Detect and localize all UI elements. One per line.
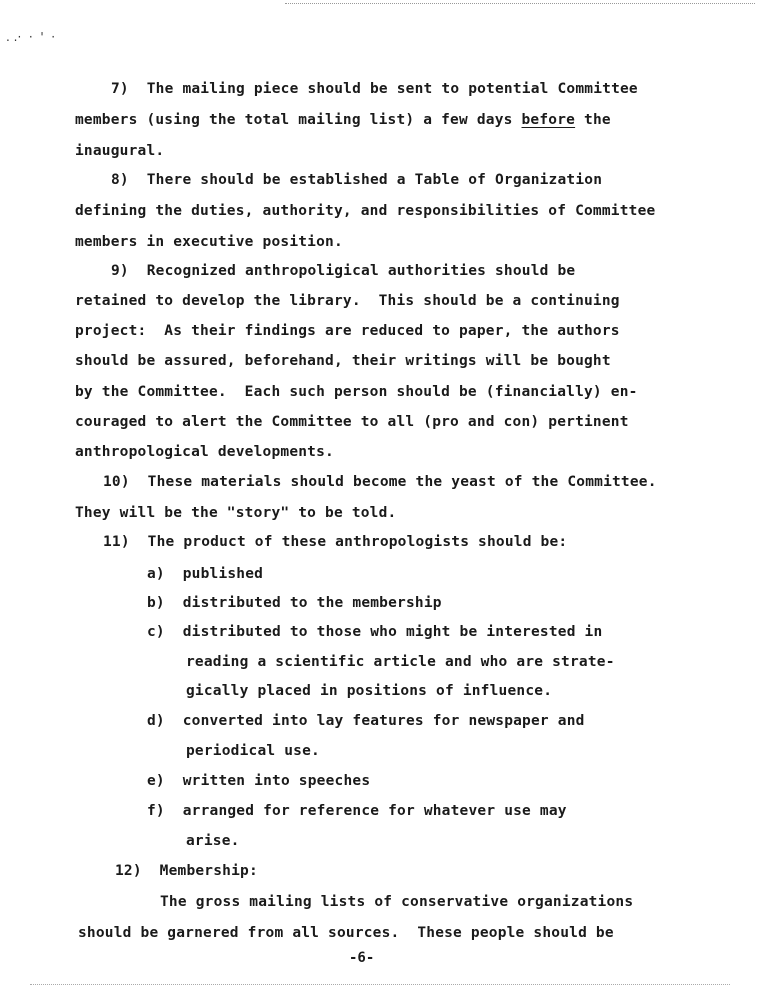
- text-line: anthropological developments.: [75, 444, 334, 460]
- text-line: gically placed in positions of influence.: [186, 683, 553, 699]
- scan-specks: . .· · ' ·: [6, 30, 56, 44]
- text-line: The gross mailing lists of conservative organizations: [160, 894, 634, 910]
- text-line: d) converted into lay features for newspaper and: [147, 713, 585, 729]
- text-segment: the: [575, 112, 611, 128]
- text-line: defining the duties, authority, and responsibilities of Committee: [75, 203, 656, 219]
- text-line: b) distributed to the membership: [147, 595, 442, 611]
- text-line: periodical use.: [186, 743, 320, 759]
- page-number: -6-: [349, 950, 375, 966]
- text-line: They will be the "story" to be told.: [75, 505, 397, 521]
- text-line: 9) Recognized anthropoligical authorities should be: [111, 263, 576, 279]
- text-line: 12) Membership:: [115, 863, 258, 879]
- text-line: should be assured, beforehand, their writings will be bought: [75, 353, 611, 369]
- text-line: 7) The mailing piece should be sent to potential Committee: [111, 81, 638, 97]
- text-line: should be garnered from all sources. These people should be: [78, 925, 614, 941]
- text-line: members in executive position.: [75, 234, 343, 250]
- text-line: project: As their findings are reduced to paper, the authors: [75, 323, 620, 339]
- text-line: by the Committee. Each such person should be (financially) en-: [75, 384, 638, 400]
- text-line: a) published: [147, 566, 264, 582]
- text-line: [75, 111, 611, 129]
- text-line: 11) The product of these anthropologists should be:: [103, 534, 568, 550]
- text-segment: members (using the total mailing list) a few days: [75, 112, 522, 128]
- text-line: arise.: [186, 833, 240, 849]
- text-line: e) written into speeches: [147, 773, 371, 789]
- text-line: 10) These materials should become the yeast of the Committee.: [103, 474, 657, 490]
- text-line: reading a scientific article and who are strate-: [186, 654, 615, 670]
- scan-edge-top: [285, 3, 755, 4]
- scan-edge-bottom: [30, 984, 730, 985]
- text-line: retained to develop the library. This should be a continuing: [75, 293, 620, 309]
- text-line: f) arranged for reference for whatever use may: [147, 803, 567, 819]
- text-line: c) distributed to those who might be interested in: [147, 624, 603, 640]
- text-line: 8) There should be established a Table of Organization: [111, 172, 603, 188]
- text-line: inaugural.: [75, 143, 165, 159]
- text-line: couraged to alert the Committee to all (pro and con) pertinent: [75, 414, 629, 430]
- underlined-word: before: [521, 112, 576, 128]
